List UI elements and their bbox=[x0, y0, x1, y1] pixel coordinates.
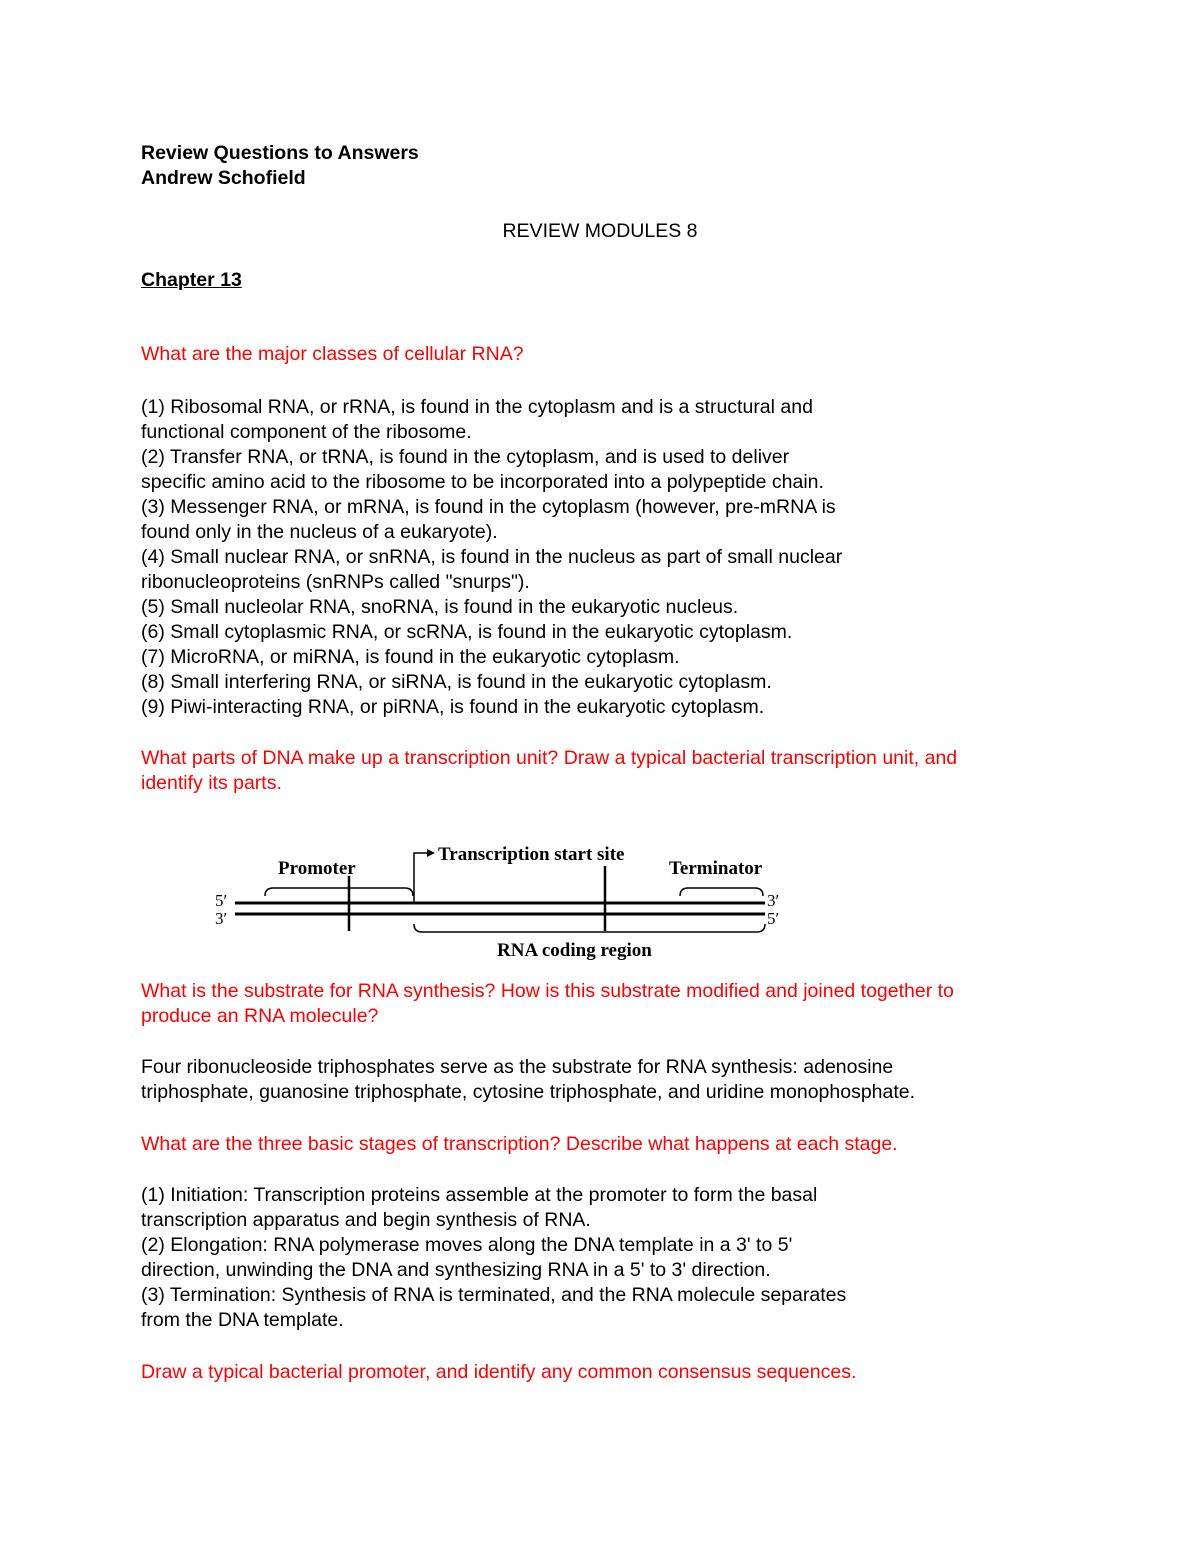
answer-line: (1) Initiation: Transcription proteins assemble at the promoter to form the basal bbox=[141, 1184, 818, 1206]
question-line: What parts of DNA make up a transcription unit? Draw a typical bacterial transcription unit, and bbox=[141, 747, 958, 769]
answer-line: functional component of the ribosome. bbox=[141, 421, 472, 443]
start-site-label: Transcription start site bbox=[438, 844, 625, 865]
answer-line: from the DNA template. bbox=[141, 1309, 344, 1331]
answer-line: (3) Messenger RNA, or mRNA, is found in the cytoplasm (however, pre-mRNA is bbox=[141, 496, 836, 518]
answer-line: (3) Termination: Synthesis of RNA is terminated, and the RNA molecule separates bbox=[141, 1284, 847, 1306]
answer-line: (6) Small cytoplasmic RNA, or scRNA, is found in the eukaryotic cytoplasm. bbox=[141, 621, 793, 643]
module-title: REVIEW MODULES 8 bbox=[502, 220, 698, 242]
answer-1 bbox=[141, 395, 842, 720]
answer-line: triphosphate, guanosine triphosphate, cytosine triphosphate, and uridine monophosphate. bbox=[141, 1081, 916, 1103]
answer-line: (7) MicroRNA, or miRNA, is found in the eukaryotic cytoplasm. bbox=[141, 646, 680, 668]
start-site-arrow bbox=[414, 853, 427, 902]
document-title: Review Questions to Answers bbox=[141, 142, 419, 164]
answer-line: ribonucleoproteins (snRNPs called "snurps"). bbox=[141, 571, 530, 593]
bottom-right-end-label: 5′ bbox=[767, 909, 780, 928]
answer-line: (8) Small interfering RNA, or siRNA, is found in the eukaryotic cytoplasm. bbox=[141, 671, 772, 693]
terminator-label: Terminator bbox=[669, 858, 763, 879]
question-line: identify its parts. bbox=[141, 772, 282, 794]
question-3 bbox=[141, 979, 954, 1029]
answer-line: transcription apparatus and begin synthesis of RNA. bbox=[141, 1209, 591, 1231]
coding-region-bracket bbox=[414, 924, 765, 932]
start-site-arrowhead bbox=[427, 849, 435, 857]
answer-line: (5) Small nucleolar RNA, snoRNA, is found in the eukaryotic nucleus. bbox=[141, 596, 739, 618]
answer-line: (2) Elongation: RNA polymerase moves along the DNA template in a 3' to 5' bbox=[141, 1234, 793, 1256]
terminator-bracket bbox=[680, 888, 763, 896]
question-4: What are the three basic stages of transcription? Describe what happens at each stage. bbox=[141, 1133, 898, 1155]
coding-region-label: RNA coding region bbox=[497, 940, 652, 961]
answer-line: (1) Ribosomal RNA, or rRNA, is found in the cytoplasm and is a structural and bbox=[141, 396, 813, 418]
answer-line: (4) Small nuclear RNA, or snRNA, is found in the nucleus as part of small nuclear bbox=[141, 546, 843, 568]
top-right-end-label: 3′ bbox=[767, 891, 780, 910]
question-5: Draw a typical bacterial promoter, and identify any common consensus sequences. bbox=[141, 1361, 857, 1383]
answer-4 bbox=[141, 1183, 846, 1333]
document-author: Andrew Schofield bbox=[141, 167, 306, 189]
promoter-bracket bbox=[265, 888, 413, 896]
answer-line: direction, unwinding the DNA and synthesizing RNA in a 5' to 3' direction. bbox=[141, 1259, 771, 1281]
promoter-label: Promoter bbox=[278, 858, 356, 879]
transcription-unit-diagram bbox=[205, 836, 795, 966]
answer-line: specific amino acid to the ribosome to be incorporated into a polypeptide chain. bbox=[141, 471, 824, 493]
question-2 bbox=[141, 746, 957, 796]
question-line: produce an RNA molecule? bbox=[141, 1005, 379, 1027]
bottom-left-end-label: 3′ bbox=[215, 909, 228, 928]
answer-line: (9) Piwi-interacting RNA, or piRNA, is found in the eukaryotic cytoplasm. bbox=[141, 696, 765, 718]
answer-3 bbox=[141, 1055, 915, 1105]
question-line: What is the substrate for RNA synthesis? How is this substrate modified and joined together to bbox=[141, 980, 954, 1002]
chapter-heading: Chapter 13 bbox=[141, 269, 242, 291]
top-left-end-label: 5′ bbox=[215, 891, 228, 910]
answer-line: Four ribonucleoside triphosphates serve as the substrate for RNA synthesis: adenosine bbox=[141, 1056, 894, 1078]
answer-line: (2) Transfer RNA, or tRNA, is found in the cytoplasm, and is used to deliver bbox=[141, 446, 790, 468]
answer-line: found only in the nucleus of a eukaryote). bbox=[141, 521, 498, 543]
question-1: What are the major classes of cellular RNA? bbox=[141, 343, 524, 365]
